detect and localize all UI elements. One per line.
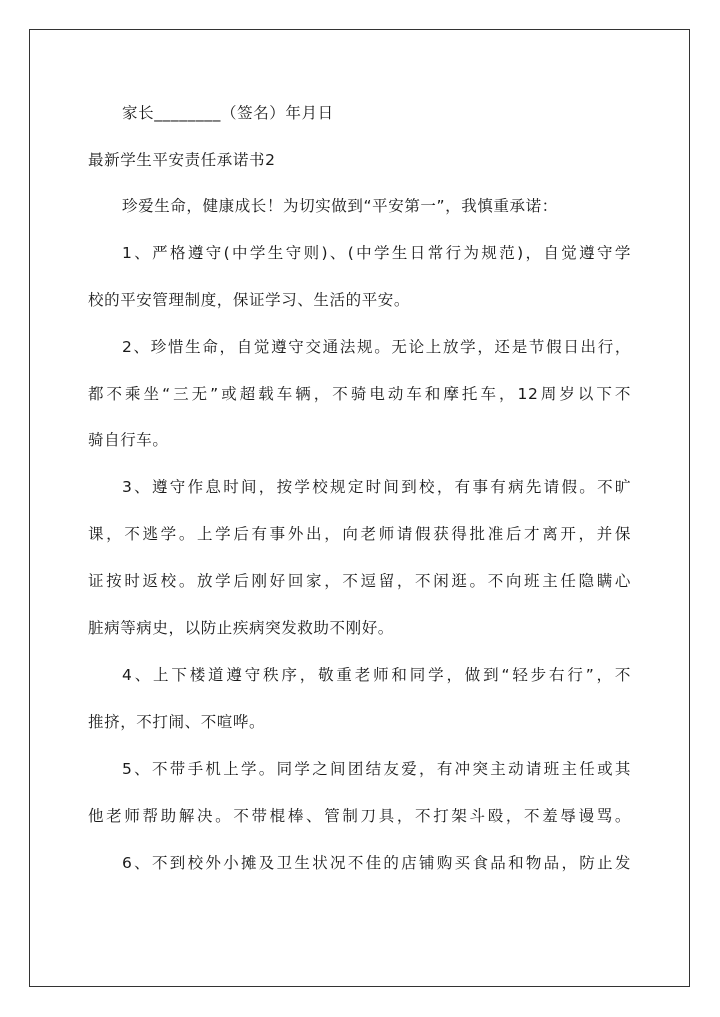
clause-4-line-2: 推挤，不打闹、不喧哗。 [88,713,266,731]
clause-5-line-1: 5、不带手机上学。同学之间团结友爱，有冲突主动请班主任或其 [122,760,631,778]
document-title: 最新学生平安责任承诺书2 [88,151,276,169]
clause-3-line-4: 脏病等病史，以防止疾病突发救助不刚好。 [88,619,394,637]
clause-6-line-1: 6、不到校外小摊及卫生状况不佳的店铺购买食品和物品，防止发 [122,854,631,872]
clause-2-line-2: 都不乘坐“三无”或超载车辆，不骑电动车和摩托车，12周岁以下不 [88,385,631,403]
clause-3-line-2: 课，不逃学。上学后有事外出，向老师请假获得批准后才离开，并保 [88,525,631,543]
signature-line: 家长________（签名）年月日 [122,104,334,122]
clause-4-line-1: 4、上下楼道遵守秩序，敬重老师和同学，做到“轻步右行”，不 [122,666,631,684]
clause-1-line-2: 校的平安管理制度，保证学习、生活的平安。 [88,291,411,309]
clause-2-line-1: 2、珍惜生命，自觉遵守交通法规。无论上放学，还是节假日出行， [122,338,631,356]
clause-2-line-3: 骑自行车。 [88,431,169,449]
clause-3-line-1: 3、遵守作息时间，按学校规定时间到校，有事有病先请假。不旷 [122,478,631,496]
clause-3-line-3: 证按时返校。放学后刚好回家，不逗留，不闲逛。不向班主任隐瞒心 [88,572,631,590]
page-frame [29,29,690,987]
intro-paragraph: 珍爱生命，健康成长！为切实做到“平安第一”，我慎重承诺： [122,197,558,215]
clause-1-line-1: 1、严格遵守(中学生守则)、(中学生日常行为规范)，自觉遵守学 [122,244,631,262]
clause-5-line-2: 他老师帮助解决。不带棍棒、管制刀具，不打架斗殴，不羞辱谩骂。 [88,807,631,825]
